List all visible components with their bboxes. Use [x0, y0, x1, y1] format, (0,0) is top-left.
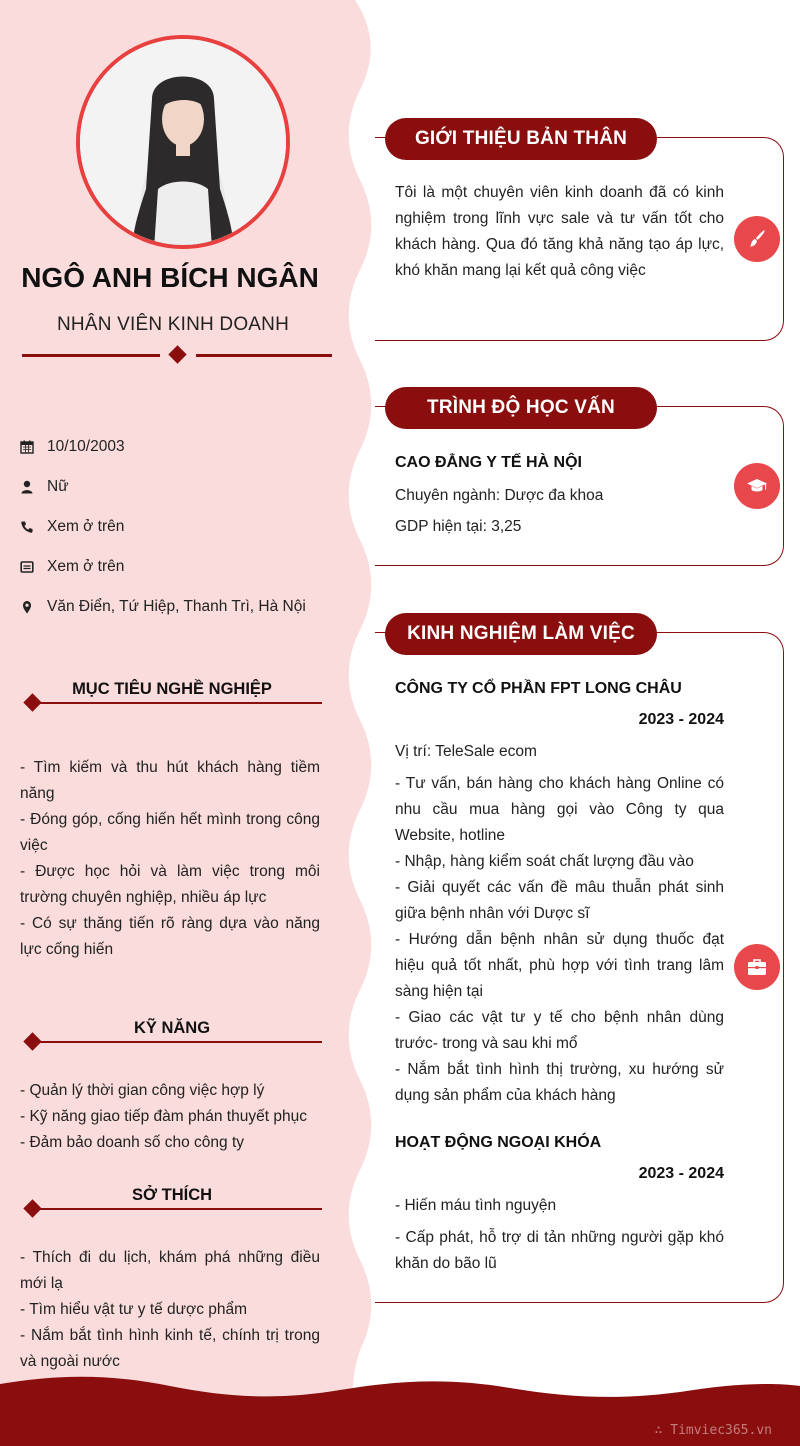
gender-text: Nữ [47, 478, 69, 495]
career-goal-heading [22, 680, 322, 710]
hobbies-heading [22, 1186, 322, 1216]
briefcase-icon [734, 944, 780, 990]
list-item: - Có sự thăng tiến rõ ràng dựa vào năng lực cống hiến [20, 915, 320, 958]
activity-title: HOẠT ĐỘNG NGOẠI KHÓA [395, 1134, 602, 1151]
list-item: - Giao các vật tư y tế cho bệnh nhân dùng trước- trong và sau khi mổ [395, 1009, 724, 1052]
birthdate-text: 10/10/2003 [47, 438, 125, 455]
phone-text: Xem ở trên [47, 518, 125, 535]
paintbrush-icon [734, 216, 780, 262]
contact-email [20, 556, 124, 578]
job-duties [395, 771, 724, 1109]
list-item: - Đóng góp, cống hiến hết mình trong công việc [20, 811, 320, 854]
list-item: - Kỹ năng giao tiếp đàm phán thuyết phục [20, 1108, 307, 1125]
address-text: Văn Điển, Tứ Hiệp, Thanh Trì, Hà Nội [47, 598, 306, 615]
contact-phone [20, 516, 124, 538]
activity-item: - Hiến máu tình nguyện [395, 1197, 557, 1214]
hobbies-list [20, 1245, 320, 1375]
list-item: - Quản lý thời gian công việc hợp lý [20, 1082, 265, 1099]
school-name: CAO ĐẲNG Y TẾ HÀ NỘI [395, 454, 582, 471]
career-goal-title: MỤC TIÊU NGHỀ NGHIỆP [72, 680, 272, 698]
list-item: - Nắm bắt tình hình kinh tế, chính trị trong và ngoài nước [20, 1327, 320, 1370]
email-icon [20, 560, 34, 574]
school-major: Chuyên ngành: Dược đa khoa [395, 487, 604, 504]
list-item: - Được học hỏi và làm việc trong môi trường chuyên nghiệp, nhiều áp lực [20, 863, 320, 906]
contact-birthdate [20, 436, 125, 458]
profile-photo [76, 35, 290, 249]
list-item: - Hướng dẫn bệnh nhân sử dụng thuốc đạt hiệu quả tốt nhất, phù hợp với tình trang lâm sàng hiện tại [395, 931, 724, 1000]
portrait-image [80, 39, 286, 245]
list-item: - Đảm bảo doanh số cho công ty [20, 1134, 245, 1151]
skills-list [20, 1078, 320, 1156]
education-section [375, 406, 784, 566]
school-gpa: GDP hiện tại: 3,25 [395, 518, 522, 535]
education-title: TRÌNH ĐỘ HỌC VẤN [385, 387, 657, 429]
list-item: - Tư vấn, bán hàng cho khách hàng Online có nhu cầu mua hàng gọi vào Công ty qua Website, hotline [395, 775, 724, 844]
user-icon [20, 480, 34, 494]
candidate-name: NGÔ ANH BÍCH NGÂN [21, 262, 319, 293]
list-item: - Tìm hiểu vật tư y tế dược phẩm [20, 1301, 248, 1318]
about-title: GIỚI THIỆU BẢN THÂN [385, 118, 657, 160]
skills-heading [22, 1019, 322, 1049]
list-item: - Nắm bắt tình hình thị trường, xu hướng sử dụng sản phẩm của khách hàng [395, 1061, 724, 1104]
list-item: - Cấp phát, hỗ trợ di tản những người gặp khó khăn do bão lũ [395, 1229, 724, 1272]
watermark: ∴ Timviec365.vn [654, 1423, 772, 1438]
experience-title: KINH NGHIỆM LÀM VIỆC [385, 613, 657, 655]
job-position: Vị trí: TeleSale ecom [395, 743, 537, 760]
list-item: - Tìm kiếm và thu hút khách hàng tiềm năng [20, 759, 320, 802]
job-period: 2023 - 2024 [638, 711, 724, 728]
calendar-icon [20, 440, 34, 454]
phone-icon [20, 520, 34, 534]
career-goal-list [20, 755, 320, 963]
name-divider [22, 345, 332, 365]
list-item: - Thích đi du lịch, khám phá những điều mới lạ [20, 1249, 320, 1292]
activity-period: 2023 - 2024 [638, 1165, 724, 1182]
contact-address [20, 596, 306, 618]
contact-gender [20, 476, 69, 498]
hobbies-title: SỞ THÍCH [131, 1186, 213, 1204]
company-name: CÔNG TY CỔ PHẦN FPT LONG CHÂU [395, 680, 682, 697]
location-icon [20, 600, 34, 614]
candidate-role: NHÂN VIÊN KINH DOANH [56, 314, 290, 335]
list-item: - Giải quyết các vấn đề mâu thuẫn phát sinh giữa bệnh nhân với Dược sĩ [395, 879, 724, 922]
activity-list [395, 1225, 724, 1277]
about-text: Tôi là một chuyên viên kinh doanh đã có kinh nghiệm trong lĩnh vực sale và tư vấn tốt cho khách hàng. Qua đó tăng khả năng tạo áp lực, khó khăn mang lại kết quả công việc [395, 184, 724, 279]
email-text: Xem ở trên [47, 558, 125, 575]
skills-title: KỸ NĂNG [133, 1019, 211, 1037]
graduation-cap-icon [734, 463, 780, 509]
list-item: - Nhập, hàng kiểm soát chất lượng đầu vào [395, 853, 694, 870]
